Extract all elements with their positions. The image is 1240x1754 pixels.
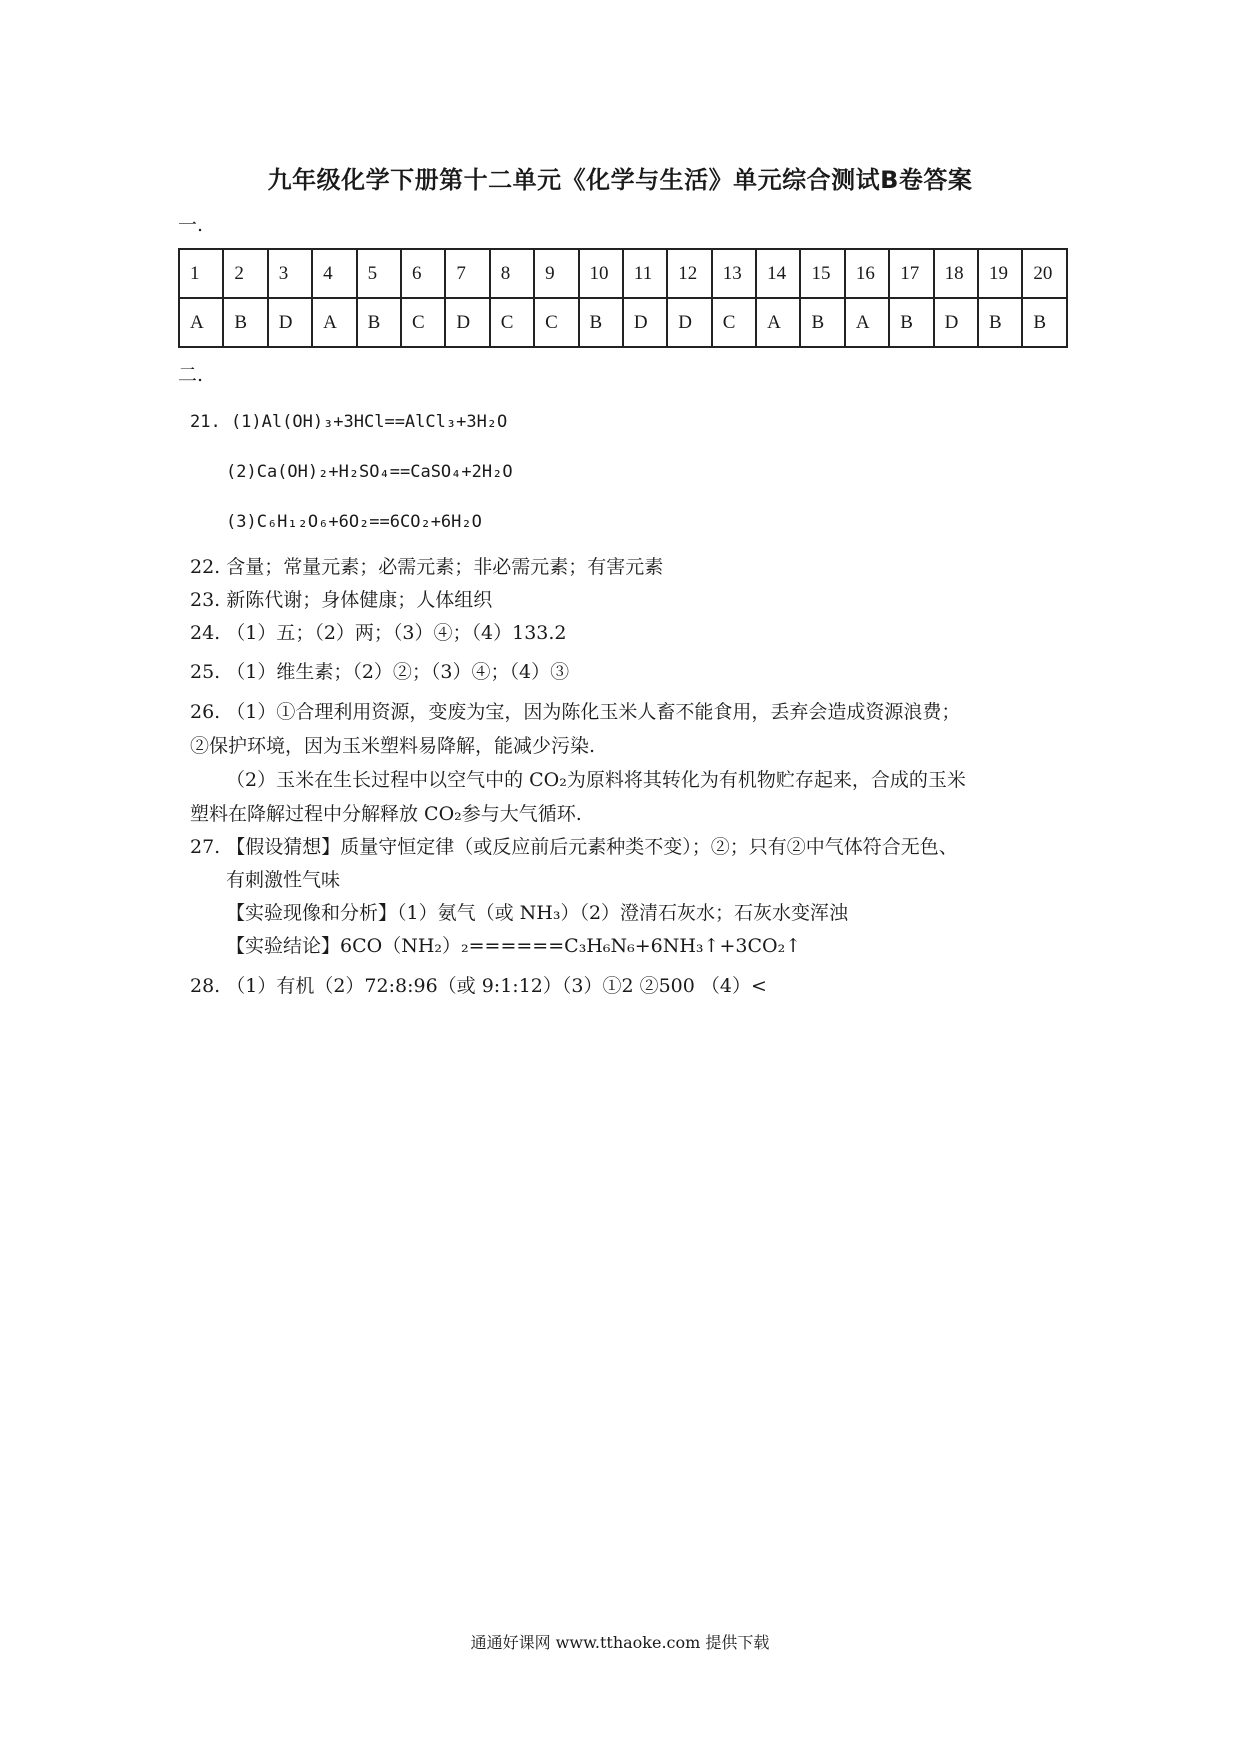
question-number-cell: 15: [800, 249, 844, 298]
question-number-cell: 2: [223, 249, 267, 298]
answer-cell: B: [978, 298, 1022, 347]
answer-cell: B: [357, 298, 401, 347]
answer-cell: D: [934, 298, 978, 347]
q27-line-4: 【实验结论】6CO（NH₂）₂======C₃H₆N₆+6NH₃↑+3CO₂↑: [226, 935, 802, 957]
q28-line: 28. （1）有机（2）72:8:96（或 9:1:12）（3）①2 ②500 （4）<: [190, 975, 767, 997]
question-number-cell: 18: [934, 249, 978, 298]
q24-line: 24. （1）五；（2）两；（3）④；（4）133.2: [190, 622, 567, 644]
q26-line-2: ②保护环境，因为玉米塑料易降解，能减少污染.: [190, 735, 596, 757]
question-number-cell: 4: [312, 249, 356, 298]
answer-cell: B: [800, 298, 844, 347]
question-number-cell: 17: [889, 249, 933, 298]
answer-cell: B: [889, 298, 933, 347]
question-number-cell: 3: [268, 249, 312, 298]
q27-line-3: 【实验现像和分析】（1）氨气（或 NH₃）（2）澄清石灰水；石灰水变浑浊: [226, 902, 849, 924]
question-number-cell: 9: [534, 249, 578, 298]
footer-credit: 通通好课网 www.tthaoke.com 提供下载: [470, 1633, 770, 1652]
answer-cell: C: [712, 298, 756, 347]
question-number-cell: 20: [1022, 249, 1067, 298]
q26-line-1: 26. （1）①合理利用资源，变废为宝，因为陈化玉米人畜不能食用，丢弃会造成资源浪费；: [190, 701, 961, 723]
answer-cell: A: [756, 298, 800, 347]
answer-cell: D: [623, 298, 667, 347]
answer-cell: A: [312, 298, 356, 347]
q25-line: 25. （1）维生素；（2）②；（3）④；（4）③: [190, 661, 570, 683]
question-number-cell: 8: [490, 249, 534, 298]
question-number-cell: 11: [623, 249, 667, 298]
question-number-cell: 13: [712, 249, 756, 298]
q27-line-1: 27. 【假设猜想】质量守恒定律（或反应前后元素种类不变）；②；只有②中气体符合无色、: [190, 836, 958, 858]
section-one-label: 一.: [178, 214, 204, 236]
q27-line-2: 有刺激性气味: [226, 869, 341, 891]
q21-line-3: (3)C₆H₁₂O₆+6O₂==6CO₂+6H₂O: [226, 512, 482, 532]
question-number-cell: 7: [445, 249, 489, 298]
question-number-cell: 1: [179, 249, 223, 298]
answer-cell: D: [667, 298, 711, 347]
section-two-label: 二.: [178, 364, 204, 386]
q21-line-2: (2)Ca(OH)₂+H₂SO₄==CaSO₄+2H₂O: [226, 462, 513, 482]
answer-cell: C: [401, 298, 445, 347]
question-number-row: [179, 249, 1067, 298]
question-number-cell: 12: [667, 249, 711, 298]
answer-cell: B: [223, 298, 267, 347]
q26-line-3: （2）玉米在生长过程中以空气中的 CO₂为原料将其转化为有机物贮存起来，合成的玉米: [226, 769, 966, 791]
document-title: 九年级化学下册第十二单元《化学与生活》单元综合测试B卷答案: [267, 166, 973, 194]
q22-line: 22. 含量；常量元素；必需元素；非必需元素；有害元素: [190, 556, 664, 578]
answer-cell: C: [490, 298, 534, 347]
question-number-cell: 5: [357, 249, 401, 298]
question-number-cell: 10: [579, 249, 623, 298]
answer-cell: B: [579, 298, 623, 347]
answer-cell: A: [179, 298, 223, 347]
question-number-cell: 19: [978, 249, 1022, 298]
answer-row: [179, 298, 1067, 347]
answer-table: [178, 248, 1068, 348]
answer-cell: A: [845, 298, 889, 347]
answer-cell: D: [268, 298, 312, 347]
question-number-cell: 6: [401, 249, 445, 298]
q23-line: 23. 新陈代谢；身体健康；人体组织: [190, 589, 493, 611]
answer-cell: D: [445, 298, 489, 347]
q26-line-4: 塑料在降解过程中分解释放 CO₂参与大气循环.: [190, 803, 582, 825]
question-number-cell: 14: [756, 249, 800, 298]
q21-line-1: 21. (1)Al(OH)₃+3HCl==AlCl₃+3H₂O: [190, 412, 508, 432]
answer-cell: C: [534, 298, 578, 347]
answer-cell: B: [1022, 298, 1067, 347]
question-number-cell: 16: [845, 249, 889, 298]
